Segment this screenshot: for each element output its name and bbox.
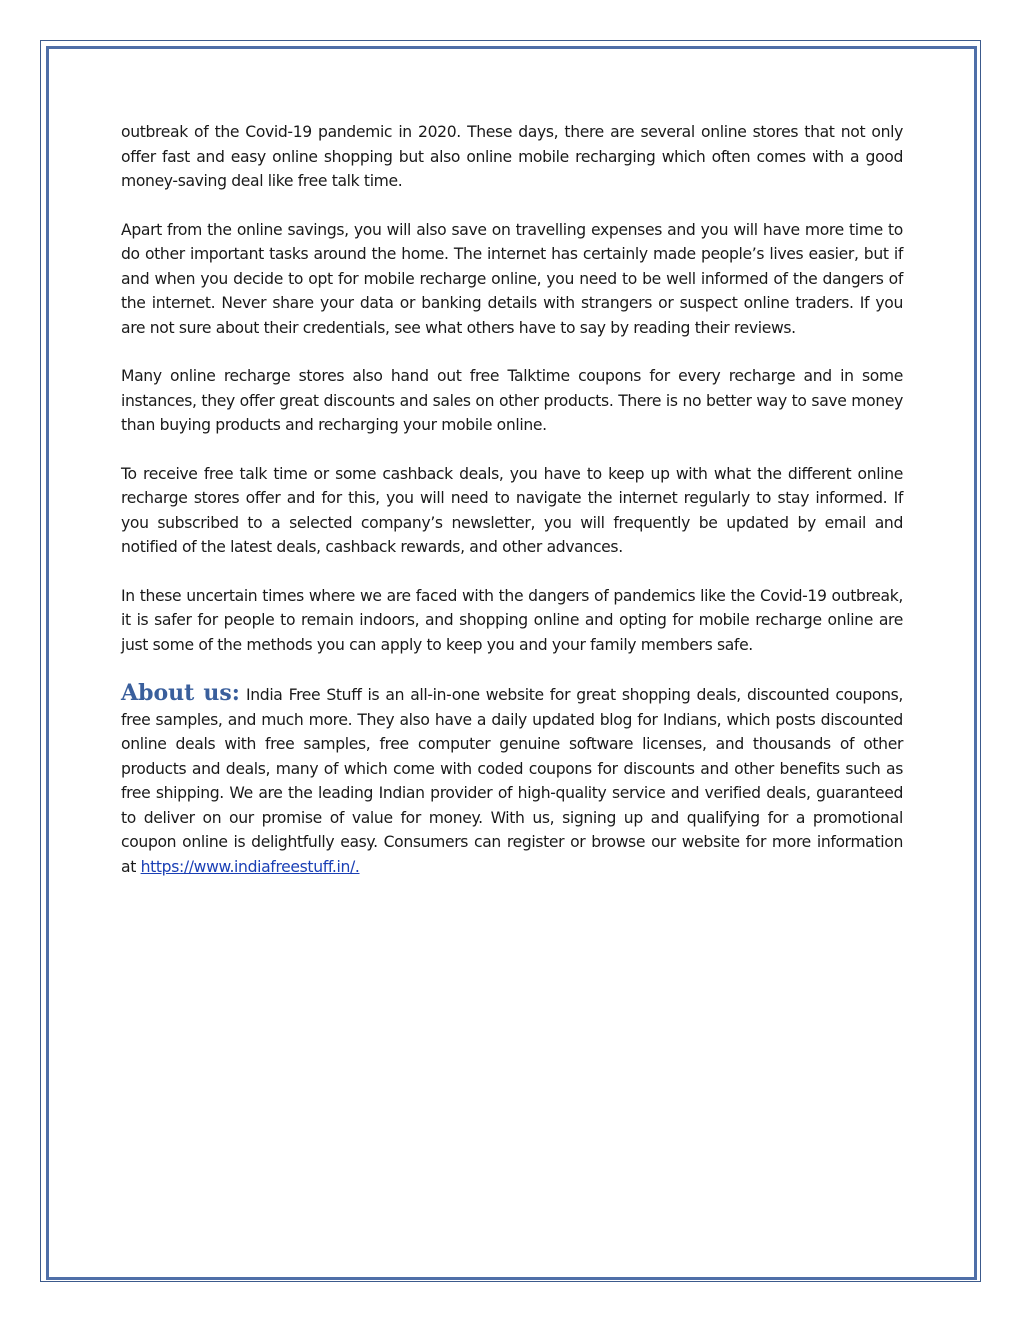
paragraph-uncertain-times: In these uncertain times where we are faced with the dangers of pandemics like the Covid-19 outbreak, it is safer for people to remain indoors, and shopping online and opting for mobile recharge online are just some of the methods you can apply to keep you and your family members safe. — [121, 586, 903, 654]
about-us-text: India Free Stuff is an all-in-one website for great shopping deals, discounted coupons, free samples, and much more. They also have a daily updated blog for Indians, which posts discounted online deals with free samples, free computer genuine software licenses, and thousands of other products and deals, many of which come with coded coupons for discounts and other benefits such as free shipping. We are the leading Indian provider of high-quality service and verified deals, guaranteed to deliver on our promise of value for money. With us, signing up and qualifying for a promotional coupon online is delightfully easy. Consumers can register or browse our website for more information at — [121, 686, 903, 876]
paragraph-cashback-deals: To receive free talk time or some cashback deals, you have to keep up with what the different online recharge stores offer and for this, you will need to navigate the internet regularly to stay informed. If you subscribed to a selected company’s newsletter, you will frequently be updated by email and notified of the latest deals, cashback rewards, and other advances. — [121, 464, 903, 556]
about-us-heading: About us: — [121, 680, 240, 706]
website-link[interactable]: https://www.indiafreestuff.in/. — [140, 857, 360, 876]
paragraph-covid-outbreak: outbreak of the Covid-19 pandemic in 2020. These days, there are several online stores that not only offer fast and easy online shopping but also online mobile recharging which often comes with a good money-saving deal like free talk time. — [121, 123, 903, 190]
paragraph-online-savings: Apart from the online savings, you will also save on travelling expenses and you will have more time to do other important tasks around the home. The internet has certainly made people’s lives easier, but if and when you decide to opt for mobile recharge online, you need to be well informed of the dangers of the internet. Never share your data or banking details with strangers or suspect online traders. If you are not sure about their credentials, see what others have to say by reading their reviews. — [121, 220, 903, 337]
about-us-paragraph — [121, 681, 903, 879]
paragraph-recharge-coupons: Many online recharge stores also hand out free Talktime coupons for every recharge and in some instances, they offer great discounts and sales on other products. There is no better way to save money than buying products and recharging your mobile online. — [121, 367, 903, 434]
document-body — [121, 120, 903, 903]
